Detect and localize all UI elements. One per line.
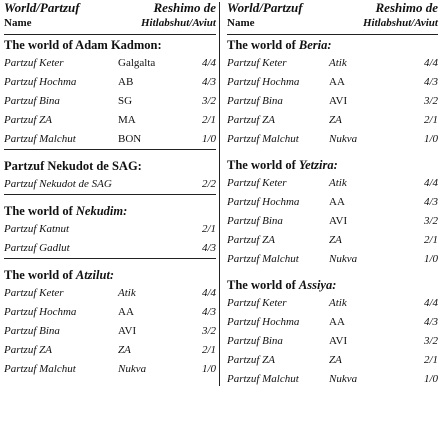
row-value: 3/2 (423, 335, 438, 347)
row-name: Partzuf Malchut (227, 133, 299, 145)
row-name: Partzuf ZA (4, 344, 52, 356)
section-atzilut (4, 265, 216, 379)
row-name: Partzuf Keter (227, 177, 287, 189)
row-code: Nukva (329, 253, 358, 265)
row-value: 4/4 (201, 287, 216, 299)
row-name: Partzuf ZA (227, 234, 275, 246)
section-title-prefix: The world of (4, 268, 76, 282)
column-divider (219, 2, 220, 386)
row-value: 1/0 (423, 133, 438, 145)
section-beria (227, 35, 438, 149)
row-code: AA (118, 306, 134, 318)
row-name: Partzuf Bina (4, 95, 60, 107)
table-row (227, 351, 438, 370)
row-value: 4/4 (201, 57, 216, 69)
table-row (4, 92, 216, 111)
row-code: BON (118, 133, 142, 145)
section-title (4, 265, 216, 284)
table-row (227, 313, 438, 332)
section-yetzira (227, 155, 438, 269)
right-column (227, 0, 438, 389)
row-code: AA (329, 316, 345, 328)
row-code: AB (118, 76, 134, 88)
row-value: 2/1 (201, 223, 216, 235)
table-row (4, 111, 216, 130)
table-row (227, 231, 438, 250)
table-row (4, 322, 216, 341)
row-name: Partzuf Keter (4, 57, 64, 69)
row-name: Partzuf Bina (227, 215, 283, 227)
table-row (4, 239, 216, 258)
table-row (227, 332, 438, 351)
header-world-partzuf: World/Partzuf (227, 0, 303, 15)
table-row (227, 92, 438, 111)
row-code: Atik (329, 177, 347, 189)
row-value: 4/3 (201, 76, 216, 88)
table-row (227, 111, 438, 130)
section-title-prefix: The world of (227, 158, 299, 172)
row-code: Atik (329, 297, 347, 309)
section-title: The world of Adam Kadmon: (4, 38, 162, 52)
row-value: 3/2 (423, 95, 438, 107)
row-code: AVI (329, 215, 348, 227)
left-header (4, 0, 216, 34)
row-code: AA (329, 76, 345, 88)
row-name: Partzuf Malchut (4, 363, 76, 375)
row-value: 3/2 (423, 215, 438, 227)
row-name: Partzuf Hochma (4, 306, 77, 318)
section-assiya (227, 275, 438, 389)
table-row (4, 73, 216, 92)
right-header (227, 0, 438, 34)
row-name: Partzuf Keter (227, 297, 287, 309)
row-code: AA (329, 196, 345, 208)
row-value: 4/3 (423, 316, 438, 328)
section-title-word: Beria: (298, 38, 332, 52)
row-code: AVI (118, 325, 137, 337)
section-title: Partzuf Nekudot de SAG: (4, 159, 142, 173)
row-name: Partzuf ZA (227, 354, 275, 366)
row-code: MA (118, 114, 136, 126)
row-value: 3/2 (201, 95, 216, 107)
row-code: ZA (118, 344, 131, 356)
row-name: Partzuf ZA (227, 114, 275, 126)
row-value: 2/1 (423, 354, 438, 366)
header-world-partzuf: World/Partzuf (4, 0, 80, 15)
row-value: 4/3 (423, 76, 438, 88)
table-row (227, 73, 438, 92)
row-value: 2/2 (201, 178, 216, 190)
table-row (227, 212, 438, 231)
header-reshimo: Reshimo de (375, 0, 438, 15)
row-name: Partzuf Katnut (4, 223, 70, 235)
row-value: 4/3 (201, 242, 216, 254)
table-row (227, 54, 438, 73)
section-title-prefix: The world of (227, 38, 299, 52)
row-code: Nukva (118, 363, 147, 375)
row-value: 2/1 (201, 114, 216, 126)
row-value: 2/1 (423, 114, 438, 126)
header-hitlabshut: Hitlabshut/Aviut (363, 17, 438, 29)
row-value: 2/1 (201, 344, 216, 356)
row-code: Nukva (329, 133, 358, 145)
section-adam-kadmon (4, 35, 216, 149)
table-row (4, 303, 216, 322)
section-nekudot-de-sag (4, 156, 216, 194)
header-name: Name (227, 17, 255, 29)
row-code: Nukva (329, 373, 358, 385)
row-code: Atik (329, 57, 347, 69)
row-value: 2/1 (423, 234, 438, 246)
row-name: Partzuf Nekudot de SAG (4, 178, 112, 190)
table-row (4, 284, 216, 303)
table-row (4, 130, 216, 149)
row-code: SG (118, 95, 133, 107)
section-title (227, 35, 438, 54)
row-value: 4/4 (423, 177, 438, 189)
header-reshimo: Reshimo de (153, 0, 216, 15)
row-value: 1/0 (423, 253, 438, 265)
row-name: Partzuf ZA (4, 114, 52, 126)
table-row (227, 130, 438, 149)
header-name: Name (4, 17, 32, 29)
row-value: 4/4 (423, 57, 438, 69)
row-code: ZA (329, 234, 342, 246)
section-title-prefix: The world of (4, 204, 76, 218)
row-code: ZA (329, 354, 342, 366)
row-code: AVI (329, 95, 348, 107)
row-value: 3/2 (201, 325, 216, 337)
table-row (4, 175, 216, 194)
row-code: ZA (329, 114, 342, 126)
header-hitlabshut: Hitlabshut/Aviut (141, 17, 216, 29)
section-title-word: Yetzira: (298, 158, 338, 172)
row-name: Partzuf Hochma (4, 76, 77, 88)
row-value: 1/0 (201, 133, 216, 145)
section-title (227, 155, 438, 174)
row-name: Partzuf Gadlut (4, 242, 70, 254)
table-row (227, 294, 438, 313)
row-name: Partzuf Malchut (227, 253, 299, 265)
section-title (227, 275, 438, 294)
table-row (227, 193, 438, 212)
section-title-word: Atzilut: (75, 268, 115, 282)
row-name: Partzuf Hochma (227, 316, 300, 328)
row-name: Partzuf Malchut (227, 373, 299, 385)
section-title-prefix: The world of (227, 278, 299, 292)
row-code: Galgalta (118, 57, 156, 69)
section-title (4, 201, 216, 220)
row-name: Partzuf Bina (227, 335, 283, 347)
table-row (227, 174, 438, 193)
table-row (4, 54, 216, 73)
row-name: Partzuf Keter (227, 57, 287, 69)
row-name: Partzuf Hochma (227, 76, 300, 88)
row-value: 1/0 (423, 373, 438, 385)
row-code: Atik (118, 287, 136, 299)
section-nekudim (4, 201, 216, 258)
row-value: 4/3 (201, 306, 216, 318)
row-name: Partzuf Bina (4, 325, 60, 337)
table-row (4, 220, 216, 239)
row-value: 1/0 (201, 363, 216, 375)
section-title-word: Nekudim: (75, 204, 128, 218)
table-row (227, 370, 438, 389)
row-value: 4/4 (423, 297, 438, 309)
row-name: Partzuf Bina (227, 95, 283, 107)
left-column (4, 0, 216, 379)
row-name: Partzuf Malchut (4, 133, 76, 145)
row-name: Partzuf Hochma (227, 196, 300, 208)
row-value: 4/3 (423, 196, 438, 208)
table-row (227, 250, 438, 269)
table-row (4, 341, 216, 360)
section-title-word: Assiya: (298, 278, 337, 292)
row-name: Partzuf Keter (4, 287, 64, 299)
row-code: AVI (329, 335, 348, 347)
table-row (4, 360, 216, 379)
